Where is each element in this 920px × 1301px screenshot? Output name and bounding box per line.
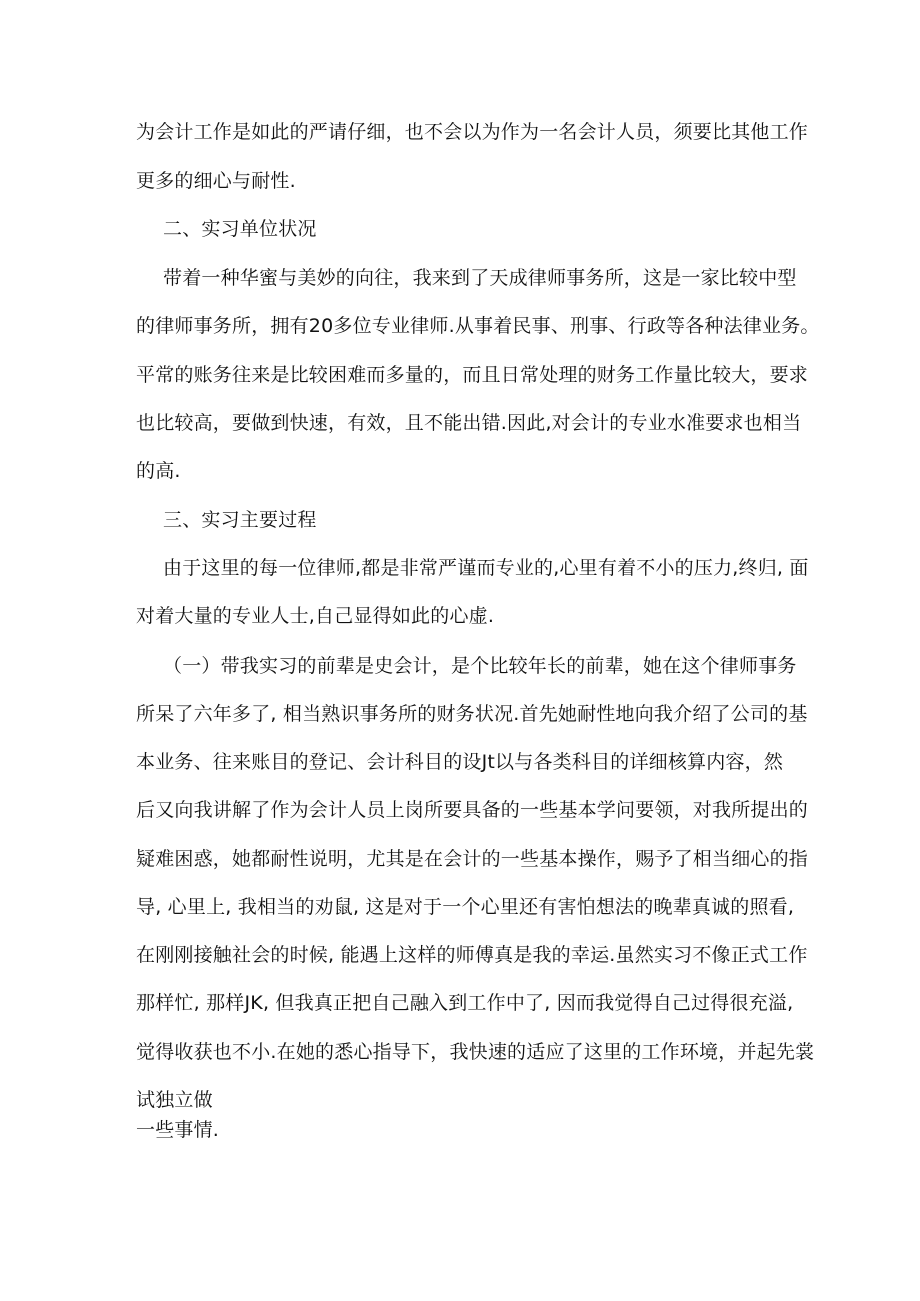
text-line: 带着一种华蜜与美妙的向往，我来到了天成律师事务所，这是一家比较中型: [163, 267, 797, 289]
text-line: 后又向我讲解了作为会计人员上岗所要具备的一些基本学问要领，对我所提出的: [136, 799, 809, 821]
text-line: 由于这里的每一位律师,都是非常严谨而专业的,心里有着不小的压力,终归, 面: [163, 557, 809, 579]
text-line: 的律师事务所，拥有20多位专业律师.从事着民事、刑事、行政等各种法律业务。: [136, 315, 820, 337]
text-line: 试独立做: [136, 1089, 213, 1111]
text-line: 的高.: [136, 460, 181, 482]
section-heading: 三、实习主要过程: [163, 509, 317, 531]
text-line: 本业务、往来账目的登记、会计科目的设Jt以与各类科目的详细核算内容，然: [136, 751, 784, 773]
text-line: 更多的细心与耐性.: [136, 170, 296, 192]
section-heading: 二、实习单位状况: [163, 218, 317, 240]
text-line: 疑难困惑，她都耐性说明，尤其是在会计的一些基本操作，赐予了相当细心的指: [136, 848, 809, 870]
text-line: 平常的账务往来是比较困难而多量的，而且日常处理的财务工作量比较大，要求: [136, 364, 809, 386]
text-line: 觉得收获也不小.在她的悉心指导下，我快速的适应了这里的工作环境，并起先裳: [136, 1041, 815, 1063]
text-line: 也比较高，要做到快速，有效，且不能出错.因此,对会计的专业水准要求也相当: [136, 412, 802, 434]
text-line: 一些事情.: [136, 1119, 220, 1141]
text-line: 导, 心里上, 我相当的劝鼠, 这是对于一个心里还有害怕想法的晚辈真诚的照看,: [136, 896, 795, 918]
text-line: 为会计工作是如此的严请仔细，也不会以为作为一名会计人员，须要比其他工作: [136, 121, 809, 143]
text-line: 对着大量的专业人士,自己显得如此的心虚.: [136, 605, 495, 627]
text-line: 在刚刚接触社会的时候, 能遇上这样的师傅真是我的幸运.虽然实习不像正式工作: [136, 944, 808, 966]
text-line: 那样忙, 那样JK, 但我真正把自己融入到工作中了, 因而我觉得自己过得很充溢,: [136, 992, 794, 1014]
text-line: 所呆了六年多了, 相当熟识事务所的财务状况.首先她耐性地向我介绍了公司的基: [136, 703, 808, 725]
text-line: （一）带我实习的前辈是史会计，是个比较年长的前辈，她在这个律师事务: [163, 655, 797, 677]
